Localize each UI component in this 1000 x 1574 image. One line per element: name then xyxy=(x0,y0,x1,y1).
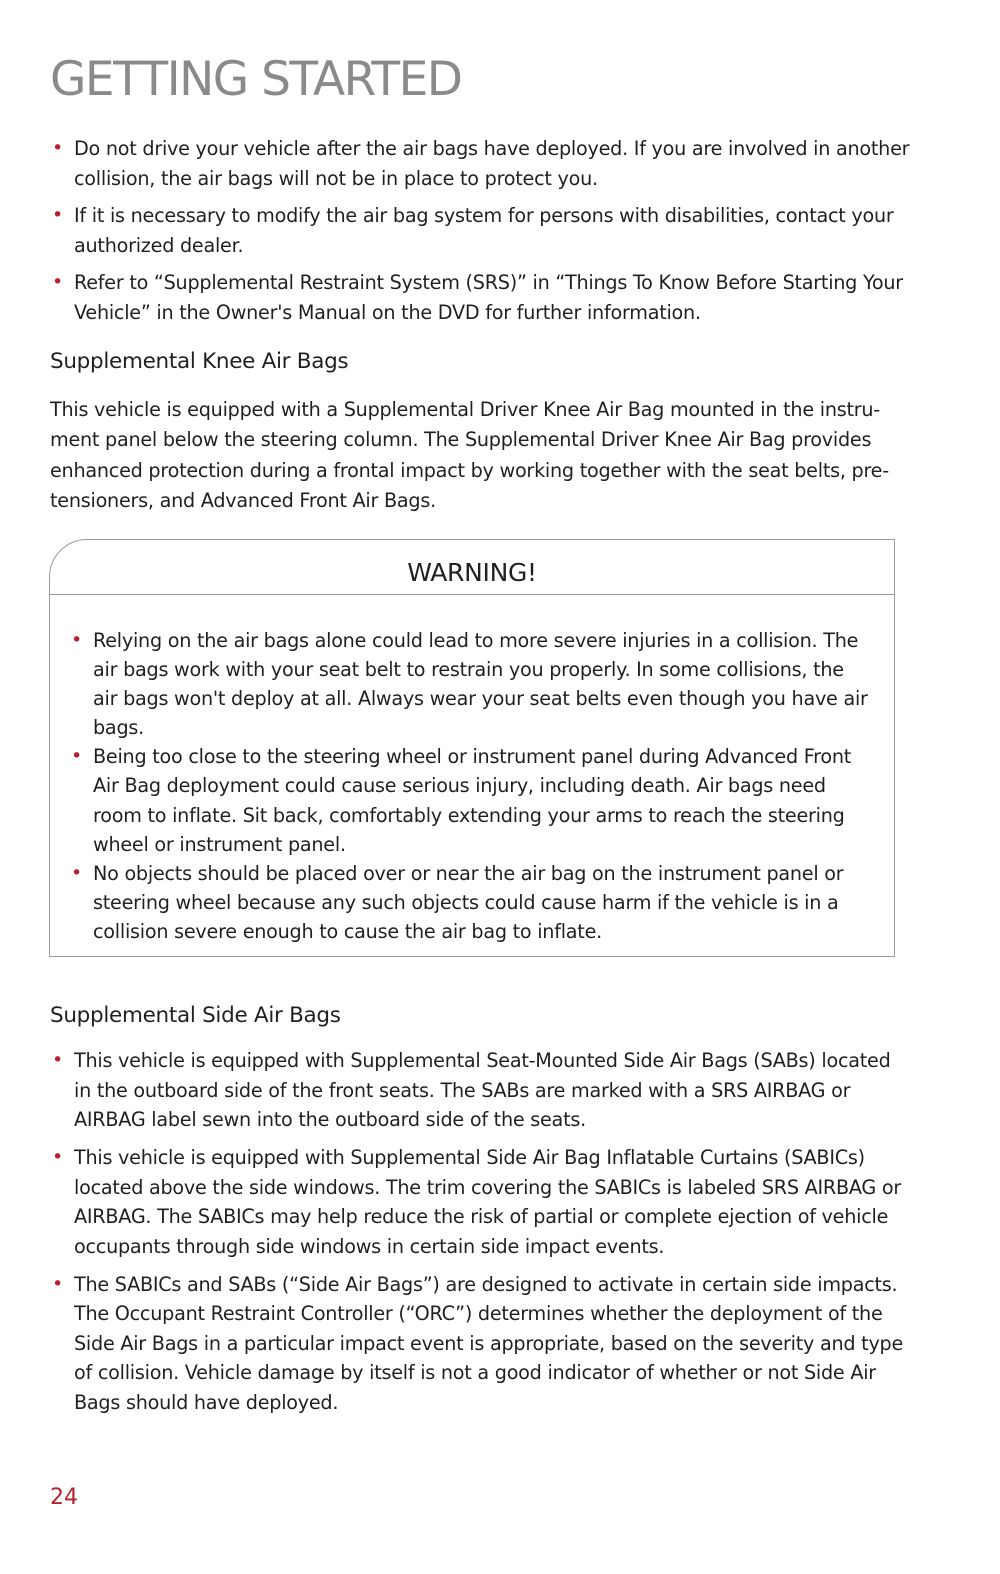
warning-title-bar xyxy=(50,540,894,595)
bullet-dot-icon: • xyxy=(52,1272,63,1295)
list-item xyxy=(50,1046,910,1135)
side-air-bags-heading: Supplemental Side Air Bags xyxy=(50,1003,341,1028)
list-item xyxy=(50,268,910,327)
list-item-text: If it is necessary to modify the air bag system for persons with disabilities, contact your authorized dealer. xyxy=(74,204,894,257)
bullet-dot-icon: • xyxy=(52,137,63,159)
list-item-text: The SABICs and SABs (“Side Air Bags”) are designed to activate in certain side impacts. The Occupant Restraint Controller (“ORC”) determines whether the deployment of the Side Air Bags in a particular impact event is appropriate, based on the severity and type of collision. Vehicle damage by itself is not a good indicator of whether or not Side Air Bags should have deployed. xyxy=(74,1272,904,1414)
list-item xyxy=(69,859,869,946)
knee-air-bags-heading: Supplemental Knee Air Bags xyxy=(50,349,349,374)
warning-box xyxy=(49,539,895,957)
list-item xyxy=(50,134,910,193)
list-item-text: Do not drive your vehicle after the air bags have deployed. If you are involved in another collision, the air bags will not be in place to protect you. xyxy=(74,137,910,190)
bullet-dot-icon: • xyxy=(52,1146,63,1168)
page-title: GETTING STARTED xyxy=(50,52,462,107)
knee-air-bags-paragraph: This vehicle is equipped with a Supplemental Driver Knee Air Bag mounted in the instrument panel below the steering column. The Supplemental Driver Knee Air Bag provides enhanced protection during a frontal impact by working together with the seat belts, pretensioners, and Advanced Front Air Bags. xyxy=(50,398,890,512)
list-item-text: This vehicle is equipped with Supplemental Seat-Mounted Side Air Bags (SABs) located in the outboard side of the front seats. The SABs are marked with a SRS AIRBAG or AIRBAG label sewn into the outboard side of the seats. xyxy=(74,1049,891,1131)
bullet-dot-icon: • xyxy=(52,204,63,226)
list-item-text: This vehicle is equipped with Supplemental Side Air Bag Inflatable Curtains (SABICs) located above the side windows. The trim covering the SABICs is labeled SRS AIRBAG or AIRBAG. The SABICs may help reduce the risk of partial or complete ejection of vehicle occupants through side windows in certain side impact events. xyxy=(74,1146,902,1258)
list-item xyxy=(69,626,869,742)
warning-title: WARNING! xyxy=(407,558,537,587)
side-air-bags-bullet-list xyxy=(50,1046,910,1426)
list-item xyxy=(50,1270,910,1418)
intro-bullet-list xyxy=(50,134,910,335)
list-item-text: Relying on the air bags alone could lead to more severe injuries in a collision. The air bags work with your seat belt to restrain you properly. In some collisions, the air bags won't deploy at all. Always wear your seat belts even though you have air bags. xyxy=(93,629,868,740)
bullet-dot-icon: • xyxy=(52,1049,63,1071)
list-item-text: Refer to “Supplemental Restraint System (SRS)” in “Things To Know Before Starting Your Vehicle” in the Owner's Manual on the DVD for further information. xyxy=(74,271,903,324)
warning-bullet-list xyxy=(69,626,869,946)
list-item xyxy=(50,1143,910,1261)
bullet-dot-icon: • xyxy=(71,629,82,651)
list-item xyxy=(69,742,869,858)
bullet-dot-icon: • xyxy=(71,745,82,768)
bullet-dot-icon: • xyxy=(71,861,82,884)
page-number: 24 xyxy=(50,1485,78,1510)
list-item-text: No objects should be placed over or near the air bag on the instrument panel or steering wheel because any such objects could cause harm if the vehicle is in a collision severe enough to cause the air bag to inflate. xyxy=(93,861,844,943)
list-item-text: Being too close to the steering wheel or instrument panel during Advanced Front Air Bag deployment could cause serious injury, including death. Air bags need room to inflate. Sit back, comfortably extending your arms to reach the steering wheel or instrument panel. xyxy=(93,745,852,856)
list-item xyxy=(50,201,910,260)
bullet-dot-icon: • xyxy=(52,271,63,293)
